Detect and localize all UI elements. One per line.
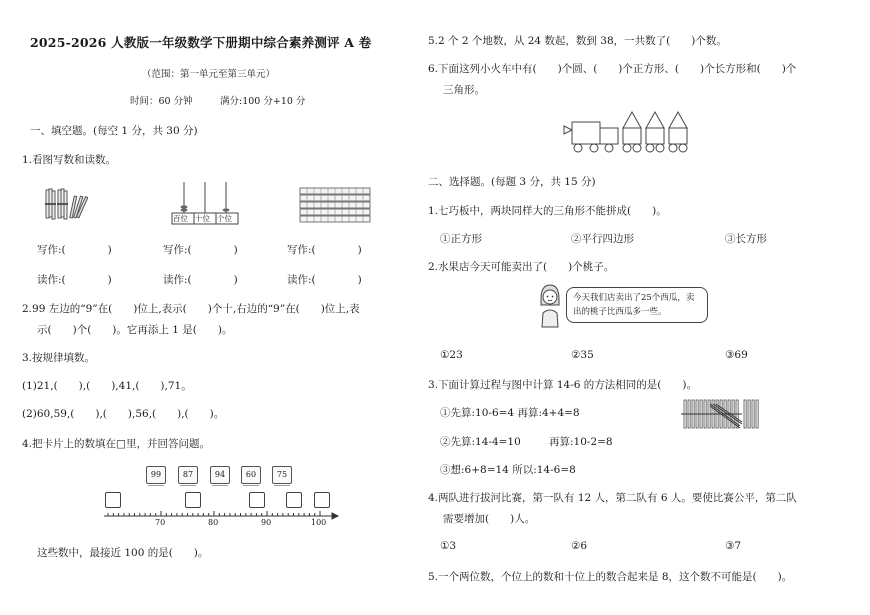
tick-label: 70 (155, 518, 166, 527)
s2-q2-option[interactable]: ③69 (725, 349, 748, 361)
q2-line2: 示( )个( )。它再添上 1 是( )。 (37, 324, 233, 336)
s2-q3-option-3[interactable]: ③想:6+8=14 所以:14-6=8 (440, 464, 576, 476)
time-text: 时间：60 分钟 (130, 96, 193, 107)
tick-label: 100 (311, 518, 327, 527)
s2-q4-option[interactable]: ①3 (440, 540, 457, 552)
number-card: 99 (146, 466, 166, 484)
abacus-label-tens: 十位 (195, 214, 210, 223)
q2-line1: 2.99 左边的“9”在( )位上,表示( )个十,右边的“9”在( )位上,表 (22, 303, 360, 315)
number-card: 60 (241, 466, 261, 484)
write-label-1: 写作:( ) (37, 244, 112, 256)
s2-q3-option-2[interactable]: ②先算:14-4=10 (440, 436, 521, 448)
s2-q2-stem: 2.水果店今天可能卖出了( )个桃子。 (428, 261, 615, 273)
girl-avatar (537, 283, 563, 329)
abacus-label-hundreds: 百位 (173, 214, 188, 223)
q5-text: 5.2 个 2 个地数，从 24 数起，数到 38，一共数了( )个数。 (428, 35, 727, 47)
score-text: 满分:100 分+10 分 (220, 96, 306, 107)
sticks-image (680, 396, 780, 432)
tick-label: 80 (208, 518, 219, 527)
train-image (560, 104, 690, 154)
read-label-1: 读作:( ) (37, 274, 112, 286)
write-label-3: 写作:( ) (287, 244, 362, 256)
write-label-2: 写作:( ) (163, 244, 238, 256)
page-title: 2025-2026 人教版一年级数学下册期中综合素养测评 A 卷 (30, 35, 372, 50)
s2-q1-option[interactable]: ③长方形 (725, 233, 767, 245)
tick-label: 90 (261, 518, 272, 527)
number-card: 75 (272, 466, 292, 484)
s2-q2-option[interactable]: ②35 (571, 349, 594, 361)
section1-heading: 一、填空题。(每空 1 分，共 30 分) (30, 125, 198, 137)
s2-q3-option-2-cont: 再算:10-2=8 (549, 436, 613, 448)
q1-stem: 1.看图写数和读数。 (22, 154, 117, 166)
s2-q3-option-1[interactable]: ①先算:10-6=4 再算:4+4=8 (440, 407, 580, 419)
q3-stem: 3.按规律填数。 (22, 352, 96, 364)
q3-line2: (2)60,59,( ),( ),56,( ),( )。 (22, 408, 225, 420)
s2-q1-option[interactable]: ①正方形 (440, 233, 482, 245)
s2-q1-option[interactable]: ②平行四边形 (571, 233, 634, 245)
number-card: 87 (178, 466, 198, 484)
s2-q4-line1: 4.两队进行拔河比赛，第一队有 12 人，第二队有 6 人。要使比赛公平，第二队 (428, 492, 797, 504)
speech-bubble: 今天我们店卖出了25个西瓜，卖出的桃子比西瓜多一些。 (566, 287, 708, 323)
number-line (100, 506, 340, 524)
number-card: 94 (210, 466, 230, 484)
q6-line1: 6.下面这列小火车中有( )个圆、( )个正方形、( )个长方形和( )个 (428, 63, 797, 75)
s2-q4-option[interactable]: ②6 (571, 540, 588, 552)
q3-line1: (1)21,( ),( ),41,( ),71。 (22, 380, 192, 392)
read-label-2: 读作:( ) (163, 274, 238, 286)
s2-q5-text: 5.一个两位数，个位上的数和十位上的数合起来是 8，这个数不可能是( )。 (428, 571, 793, 583)
section2-heading: 二、选择题。(每题 3 分，共 15 分) (428, 176, 596, 188)
q4-question: 这些数中，最接近 100 的是( )。 (37, 547, 209, 559)
q4-stem: 4.把卡片上的数填在□里，并回答问题。 (22, 438, 210, 450)
q6-line2: 三角形。 (443, 84, 485, 96)
s2-q2-option[interactable]: ①23 (440, 349, 463, 361)
block-grid-image (298, 186, 372, 226)
read-label-3: 读作:( ) (287, 274, 362, 286)
s2-q3-stem: 3.下面计算过程与图中计算 14-6 的方法相同的是( )。 (428, 379, 697, 391)
s2-q4-line2: 需要增加( )人。 (443, 513, 536, 525)
stick-bundles-image (44, 186, 88, 222)
s2-q4-option[interactable]: ③7 (725, 540, 742, 552)
scope-text: （范围：第一单元至第三单元） (142, 69, 276, 80)
s2-q1-stem: 1.七巧板中，两块同样大的三角形不能拼成( )。 (428, 205, 667, 217)
abacus-label-ones: 个位 (217, 214, 232, 223)
